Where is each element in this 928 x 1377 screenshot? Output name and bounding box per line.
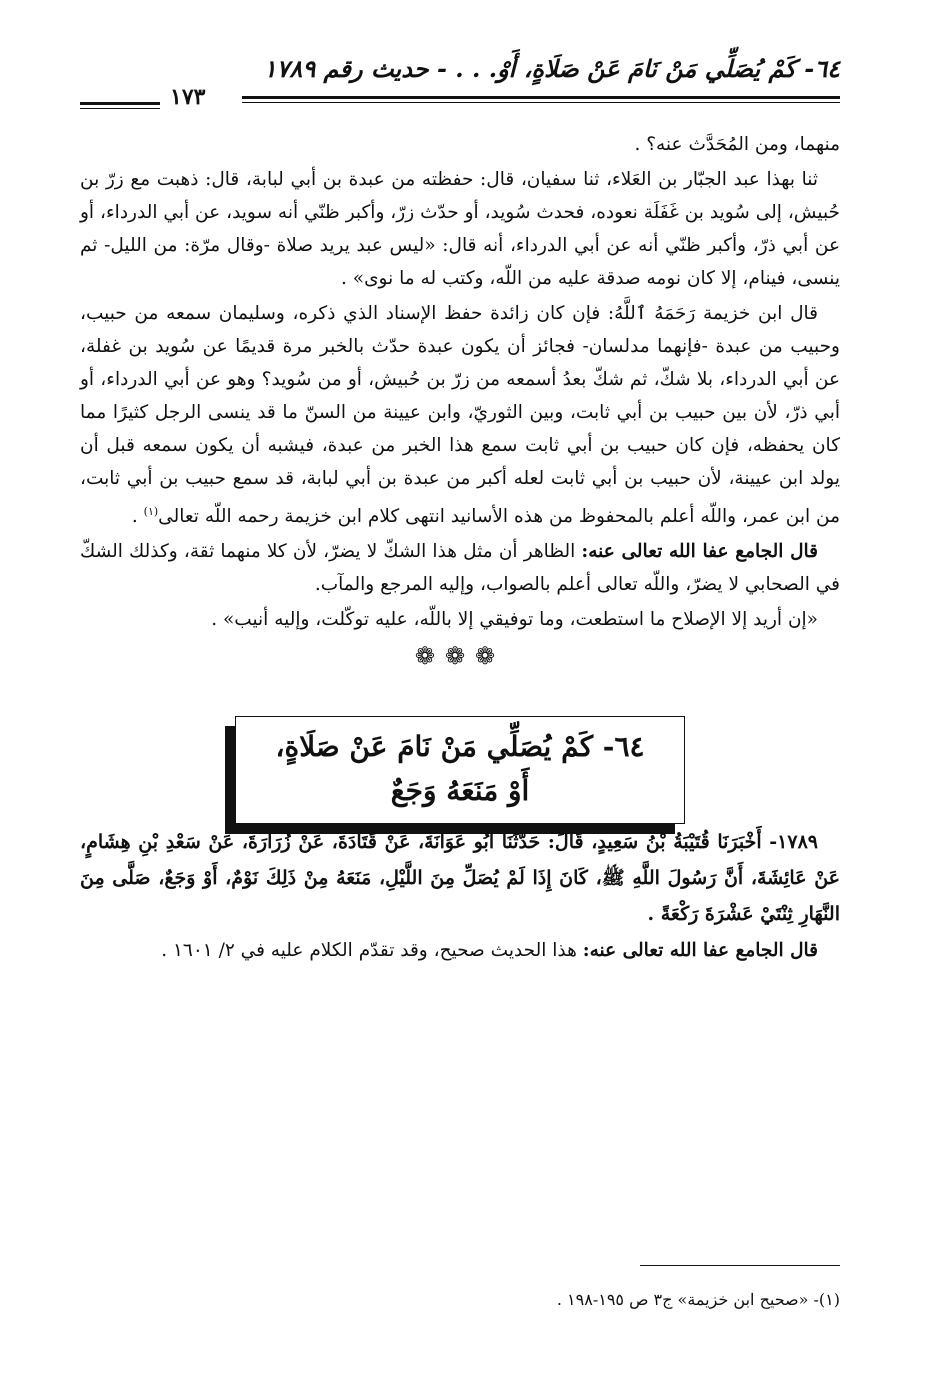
book-page	[80, 40, 840, 1340]
page-number: ١٧٣	[170, 84, 206, 110]
paragraph-4	[80, 535, 840, 601]
footnote-marker: (١)	[143, 505, 159, 518]
chapter-title-line-1: ٦٤- كَمْ يُصَلِّي مَنْ نَامَ عَنْ صَلَاةٍ،	[275, 730, 645, 764]
section-divider-stars: ❁❁❁	[414, 642, 506, 671]
footnote: (١)- «صحيح ابن خزيمة» ج٣ ص ١٩٥-١٩٨ .	[556, 1290, 840, 1309]
paragraph-1: منهما، ومن المُحَدَّث عنه؟ .	[634, 134, 840, 155]
chapter-title-line-2: أَوْ مَنَعَهُ وَجَعٌ	[390, 774, 530, 808]
paragraph-4-text: الظاهر أن مثل هذا الشكّ لا يضرّ، لأن كلا منهما ثقة، وكذلك الشكّ في الصحابي لا يضرّ، واللّه تعالى أعلم بالصواب، وإليه المرجع والمآب.	[80, 541, 840, 596]
chapter-heading-box	[235, 716, 685, 824]
paragraph-2: ثنا بهذا عبد الجبّار بن العَلاء، ثنا سفيان، قال: حفظته من عبدة بن أبي لبابة، قال: ذهبت مع زرّ بن حُبيش، إلى سُويد بن غَفَلَة نعوده، فحدث سُويد، أو حدّث زرّ، وأكبر ظنّي أنه سويد، عن أبي الدرداء، أو عن أبي ذرّ، وأكبر ظنّي أنه عن أبي الدرداء، أنه قال: «ليس عبد يريد صلاة -وقال مرّة: من الليل- ثم ينسى، فينام، إلا كان نومه صدقة عليه من اللّه، وكتب له ما نوى» .	[80, 169, 840, 289]
closing-lead: قال الجامع عفا الله تعالى عنه:	[582, 940, 818, 962]
paragraph-5: «إن أريد إلا الإصلاح ما استطعت، وما توفيقي إلا باللّه، عليه توكّلت، وإليه أنيب» .	[211, 609, 818, 631]
closing-text: هذا الحديث صحيح، وقد تقدّم الكلام عليه في ٢/ ١٦٠١ .	[161, 940, 583, 962]
page-header	[80, 54, 840, 110]
paragraph-3-text: قال ابن خزيمة رَحَمَهُ ٱللَّهُ: فإن كان زائدة حفظ الإسناد الذي ذكره، وسليمان سمعه من حبيب، وحبيب من عبدة -فإنهما مدلسان- فجائز أن يكون عبدة حدّث بالخبر مرة قديمًا عن سُويد بن غفلة، عن أبي الدرداء، بلا شكّ، ثم شكّ بعدُ أسمعه من زرّ بن حُبيش، أو من سُويد؟ وهو عن أبي الدرداء، أو أبي ذرّ، لأن بين حبيب بن أبي ثابت، وبين الثوريّ، وابن عيينة من السنّ ما قد ينسى الرجل كثيرًا مما كان يحفظه، فإن كان حبيب بن أبي ثابت سمع هذا الخبر من عبدة، فيشبه أن يكون سمعه قبل أن يولد ابن عيينة، لأن حبيب بن أبي ثابت لعله أكبر من عبدة بن أبي لبابة، قد سمع حبيب بن أبي ثابت، من ابن عمر، واللّه أعلم بالمحفوظ من هذه الأسانيد انتهى كلام ابن خزيمة رحمه اللّه تعالى	[80, 303, 840, 528]
paragraph-3	[80, 297, 840, 533]
paragraph-4-lead: قال الجامع عفا الله تعالى عنه:	[581, 541, 818, 563]
hadith-text: ١٧٨٩- أَخْبَرَنَا قُتَيْبَةُ بْنُ سَعِيدٍ، قَالَ: حَدَّثَنَا أَبُو عَوَانَةَ، عَنْ قَتَادَةَ، عَنْ زُرَارَةَ، عَنْ سَعْدِ بْنِ هِشَامٍ، عَنْ عَائِشَةَ، أَنَّ رَسُولَ اللَّهِ ﷺ، كَانَ إِذَا لَمْ يُصَلِّ مِنَ اللَّيْلِ، مَنَعَهُ مِنْ ذَلِكَ نَوْمٌ، أَوْ وَجَعٌ، صَلَّى مِنَ النَّهَارِ ثِنْتَيْ عَشْرَةَ رَكْعَةً .	[80, 831, 840, 926]
paragraph-3-end: .	[131, 506, 144, 528]
closing-paragraph	[80, 934, 840, 967]
header-rule-short	[80, 102, 160, 109]
header-rule-long	[242, 96, 840, 103]
footnote-rule	[640, 1265, 840, 1266]
main-text	[80, 128, 840, 969]
running-title: ٦٤- كَمْ يُصَلِّي مَنْ نَامَ عَنْ صَلَاةٍ، أَوْ. . . - حديث رقم ١٧٨٩	[263, 54, 840, 83]
